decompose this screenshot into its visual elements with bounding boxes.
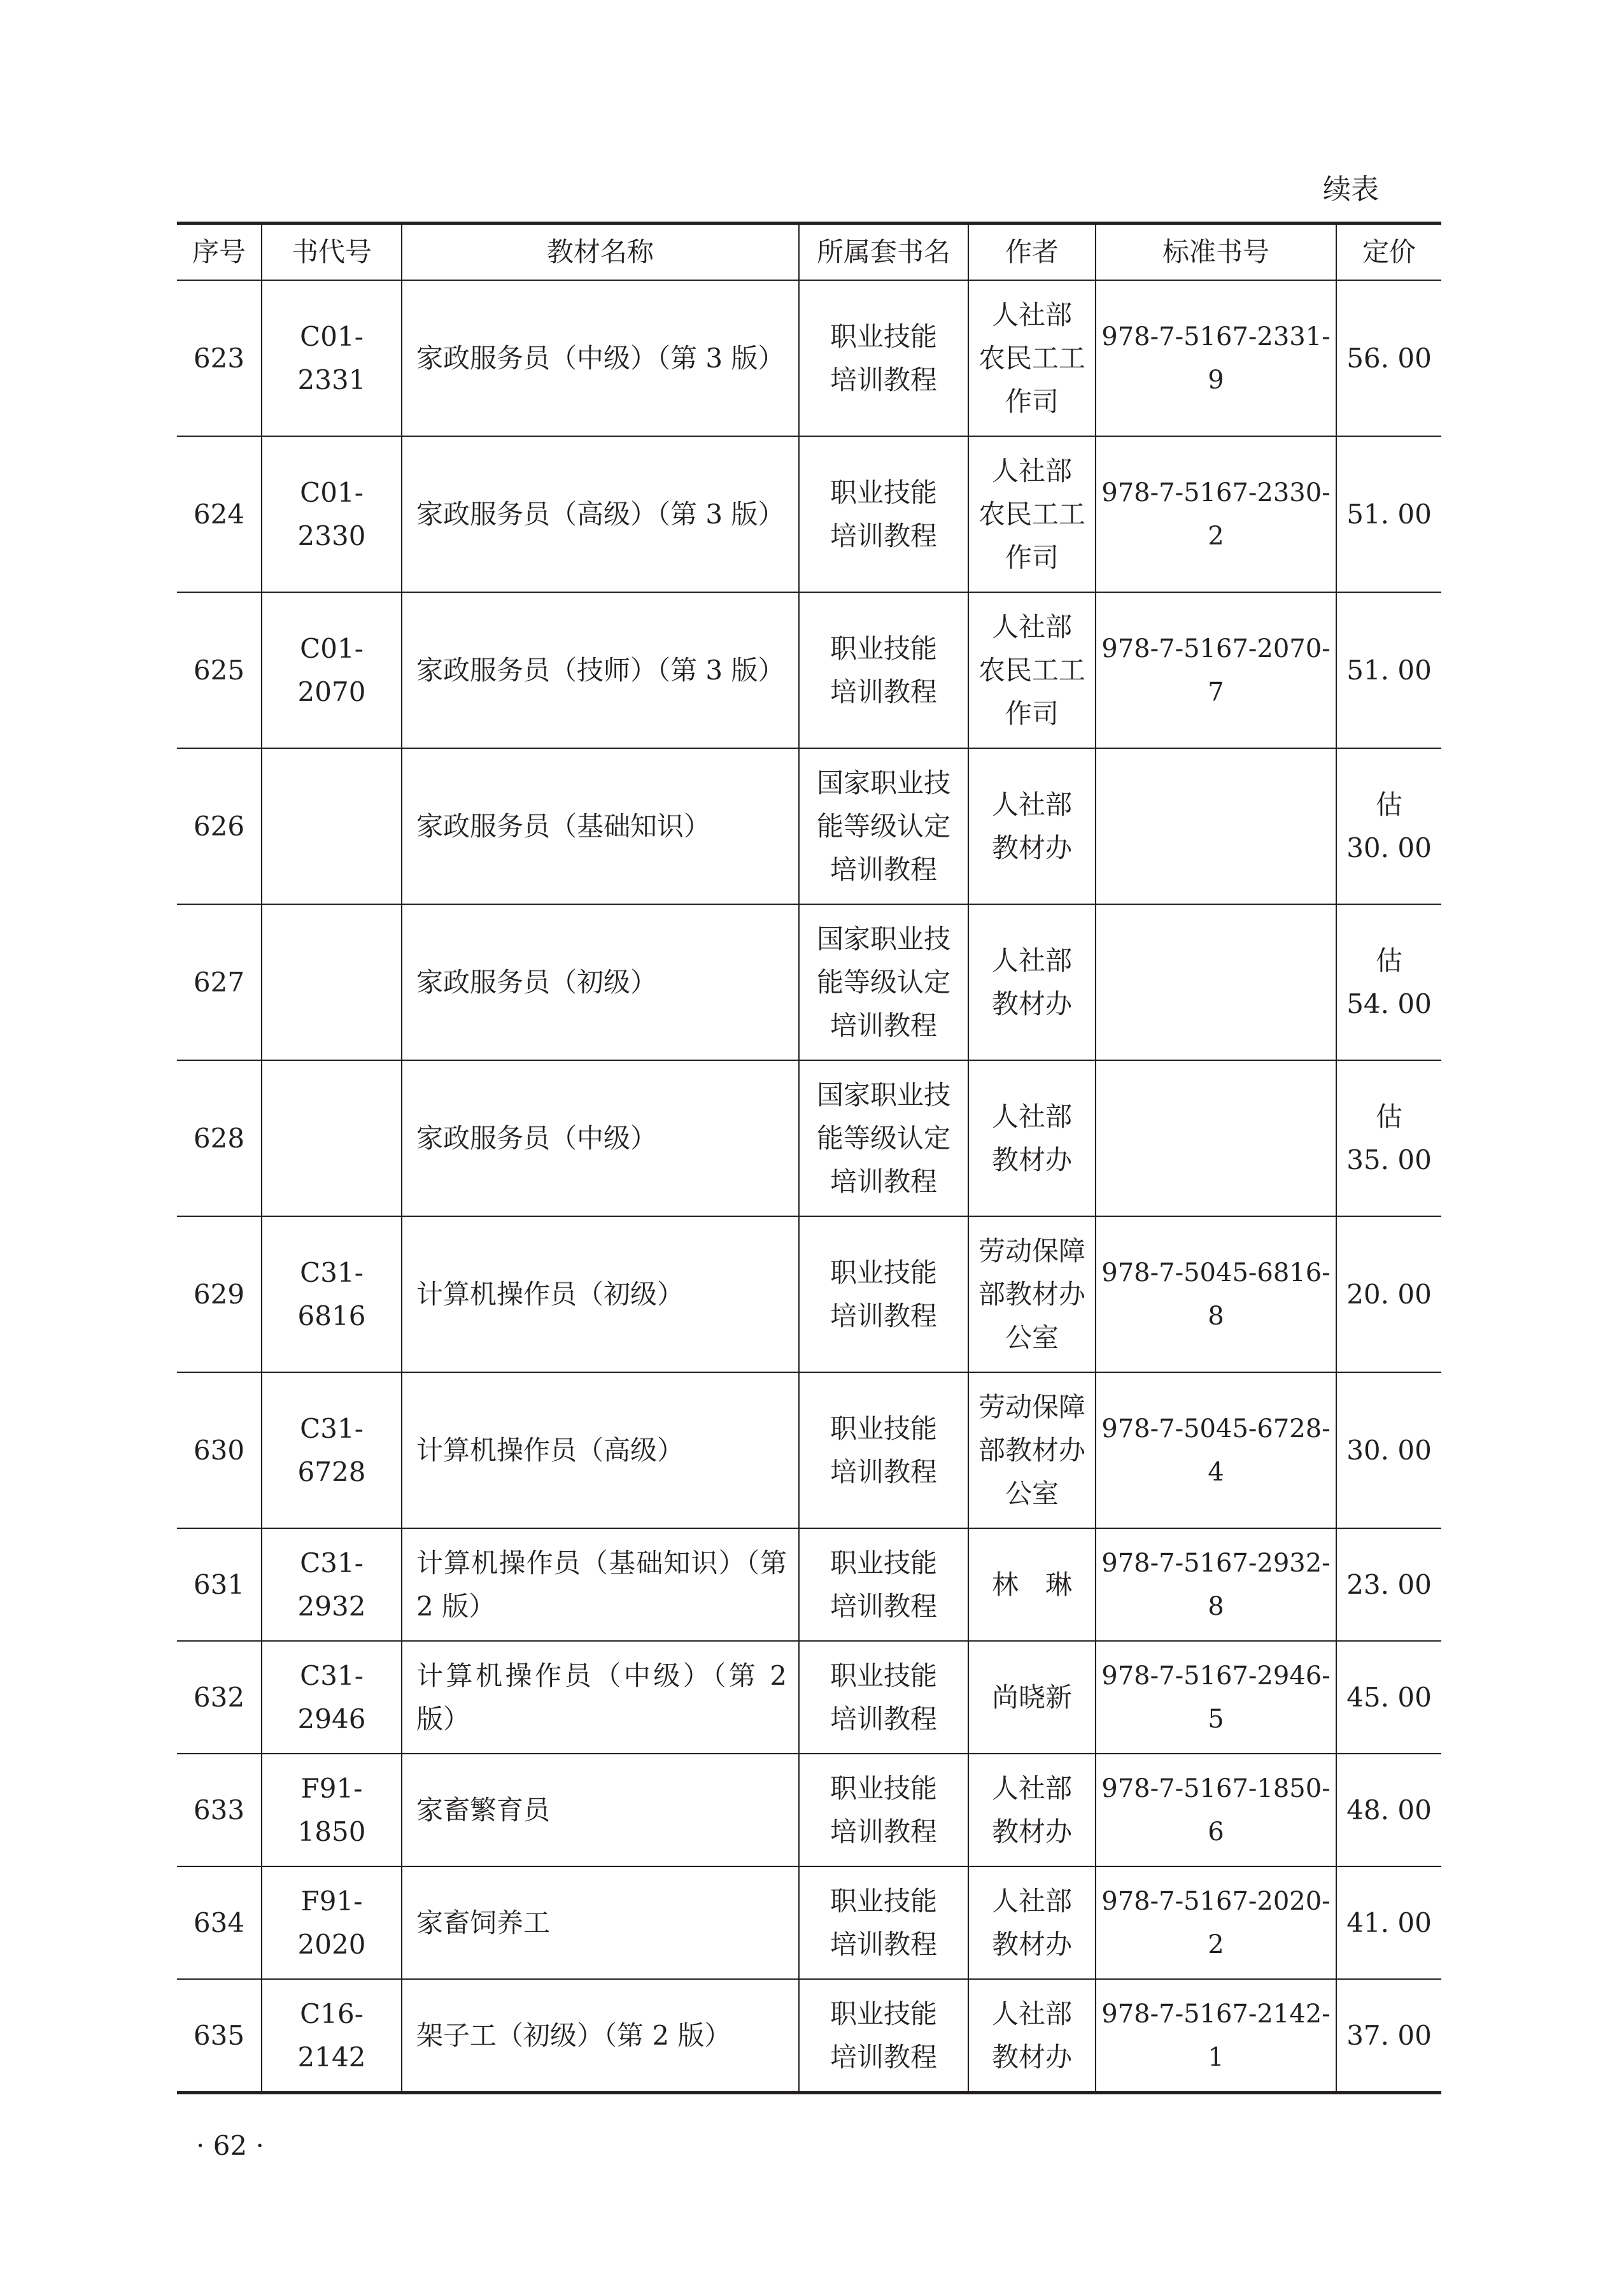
table-row <box>177 1866 1441 1979</box>
header-isbn: 标准书号 <box>1096 224 1336 281</box>
cell-title: 家政服务员（中级） <box>402 1060 799 1216</box>
cell-price: 23. 00 <box>1336 1528 1441 1641</box>
cell-author: 劳动保障 部教材办 公室 <box>968 1372 1096 1528</box>
cell-series: 国家职业技 能等级认定 培训教程 <box>799 1060 968 1216</box>
cell-price: 20. 00 <box>1336 1216 1441 1372</box>
cell-isbn: 978-7-5045-6816-8 <box>1096 1216 1336 1372</box>
table-row <box>177 1216 1441 1372</box>
cell-title: 家畜饲养工 <box>402 1866 799 1979</box>
cell-isbn: 978-7-5167-2070-7 <box>1096 592 1336 748</box>
cell-series: 职业技能 培训教程 <box>799 436 968 592</box>
cell-seq: 623 <box>177 280 262 436</box>
cell-title: 家政服务员（技师）（第 3 版） <box>402 592 799 748</box>
cell-author: 尚晓新 <box>968 1641 1096 1754</box>
header-price: 定价 <box>1336 224 1441 281</box>
cell-seq: 625 <box>177 592 262 748</box>
cell-price: 37. 00 <box>1336 1979 1441 2093</box>
cell-author: 人社部 教材办 <box>968 1866 1096 1979</box>
cell-seq: 631 <box>177 1528 262 1641</box>
textbook-catalog-table <box>177 222 1441 2094</box>
cell-price: 估 35. 00 <box>1336 1060 1441 1216</box>
cell-title: 家政服务员（高级）（第 3 版） <box>402 436 799 592</box>
cell-isbn <box>1096 904 1336 1060</box>
cell-price: 估 30. 00 <box>1336 748 1441 904</box>
cell-title: 家畜繁育员 <box>402 1754 799 1866</box>
cell-isbn: 978-7-5167-2331-9 <box>1096 280 1336 436</box>
cell-code: C01-2331 <box>262 280 402 436</box>
table-row <box>177 1979 1441 2093</box>
cell-series: 职业技能 培训教程 <box>799 1754 968 1866</box>
header-seq: 序号 <box>177 224 262 281</box>
cell-author: 人社部 教材办 <box>968 1979 1096 2093</box>
cell-author: 人社部 农民工工 作司 <box>968 592 1096 748</box>
cell-price: 56. 00 <box>1336 280 1441 436</box>
cell-author: 人社部 农民工工 作司 <box>968 436 1096 592</box>
cell-seq: 624 <box>177 436 262 592</box>
header-author: 作者 <box>968 224 1096 281</box>
header-title: 教材名称 <box>402 224 799 281</box>
cell-code: F91-2020 <box>262 1866 402 1979</box>
cell-isbn: 978-7-5167-2142-1 <box>1096 1979 1336 2093</box>
table-row <box>177 748 1441 904</box>
cell-price: 45. 00 <box>1336 1641 1441 1754</box>
cell-title: 计算机操作员（基础知识）（第 2 版） <box>402 1528 799 1641</box>
cell-seq: 634 <box>177 1866 262 1979</box>
cell-isbn: 978-7-5045-6728-4 <box>1096 1372 1336 1528</box>
cell-author: 人社部 教材办 <box>968 1754 1096 1866</box>
cell-code: C31-6728 <box>262 1372 402 1528</box>
cell-seq: 627 <box>177 904 262 1060</box>
cell-series: 职业技能 培训教程 <box>799 1216 968 1372</box>
cell-title: 计算机操作员（初级） <box>402 1216 799 1372</box>
table-row <box>177 1528 1441 1641</box>
cell-title: 计算机操作员（高级） <box>402 1372 799 1528</box>
cell-author: 人社部 教材办 <box>968 748 1096 904</box>
cell-title: 家政服务员（初级） <box>402 904 799 1060</box>
cell-author: 人社部 农民工工 作司 <box>968 280 1096 436</box>
cell-code: C31-6816 <box>262 1216 402 1372</box>
cell-author: 劳动保障 部教材办 公室 <box>968 1216 1096 1372</box>
table-row <box>177 1060 1441 1216</box>
cell-code: F91-1850 <box>262 1754 402 1866</box>
table-header-row <box>177 224 1441 281</box>
cell-title: 架子工（初级）（第 2 版） <box>402 1979 799 2093</box>
cell-title: 计算机操作员（中级）（第 2 版） <box>402 1641 799 1754</box>
table-row <box>177 592 1441 748</box>
cell-isbn: 978-7-5167-2020-2 <box>1096 1866 1336 1979</box>
cell-author: 人社部 教材办 <box>968 904 1096 1060</box>
cell-isbn <box>1096 748 1336 904</box>
table-row <box>177 904 1441 1060</box>
cell-price: 估 54. 00 <box>1336 904 1441 1060</box>
cell-code: C16-2142 <box>262 1979 402 2093</box>
cell-code: C01-2330 <box>262 436 402 592</box>
cell-price: 51. 00 <box>1336 592 1441 748</box>
cell-seq: 626 <box>177 748 262 904</box>
cell-code <box>262 904 402 1060</box>
cell-title: 家政服务员（中级）（第 3 版） <box>402 280 799 436</box>
cell-isbn: 978-7-5167-2330-2 <box>1096 436 1336 592</box>
cell-author: 人社部 教材办 <box>968 1060 1096 1216</box>
page-number: · 62 · <box>196 2130 264 2161</box>
table-row <box>177 1641 1441 1754</box>
cell-price: 30. 00 <box>1336 1372 1441 1528</box>
cell-code: C31-2946 <box>262 1641 402 1754</box>
cell-seq: 632 <box>177 1641 262 1754</box>
cell-seq: 630 <box>177 1372 262 1528</box>
cell-isbn: 978-7-5167-2946-5 <box>1096 1641 1336 1754</box>
cell-price: 51. 00 <box>1336 436 1441 592</box>
cell-series: 职业技能 培训教程 <box>799 1866 968 1979</box>
cell-seq: 633 <box>177 1754 262 1866</box>
cell-series: 职业技能 培训教程 <box>799 1979 968 2093</box>
cell-series: 职业技能 培训教程 <box>799 592 968 748</box>
cell-isbn <box>1096 1060 1336 1216</box>
cell-series: 国家职业技 能等级认定 培训教程 <box>799 904 968 1060</box>
cell-series: 职业技能 培训教程 <box>799 1641 968 1754</box>
cell-code <box>262 1060 402 1216</box>
table-row <box>177 436 1441 592</box>
cell-author: 林 琳 <box>968 1528 1096 1641</box>
cell-seq: 635 <box>177 1979 262 2093</box>
continued-label: 续表 <box>1323 173 1379 206</box>
cell-code <box>262 748 402 904</box>
cell-series: 国家职业技 能等级认定 培训教程 <box>799 748 968 904</box>
cell-seq: 628 <box>177 1060 262 1216</box>
header-code: 书代号 <box>262 224 402 281</box>
table-row <box>177 280 1441 436</box>
cell-price: 48. 00 <box>1336 1754 1441 1866</box>
cell-isbn: 978-7-5167-2932-8 <box>1096 1528 1336 1641</box>
table-row <box>177 1754 1441 1866</box>
cell-isbn: 978-7-5167-1850-6 <box>1096 1754 1336 1866</box>
cell-code: C31-2932 <box>262 1528 402 1641</box>
cell-series: 职业技能 培训教程 <box>799 1372 968 1528</box>
cell-price: 41. 00 <box>1336 1866 1441 1979</box>
cell-code: C01-2070 <box>262 592 402 748</box>
cell-series: 职业技能 培训教程 <box>799 280 968 436</box>
header-series: 所属套书名 <box>799 224 968 281</box>
cell-series: 职业技能 培训教程 <box>799 1528 968 1641</box>
cell-seq: 629 <box>177 1216 262 1372</box>
cell-title: 家政服务员（基础知识） <box>402 748 799 904</box>
table-row <box>177 1372 1441 1528</box>
